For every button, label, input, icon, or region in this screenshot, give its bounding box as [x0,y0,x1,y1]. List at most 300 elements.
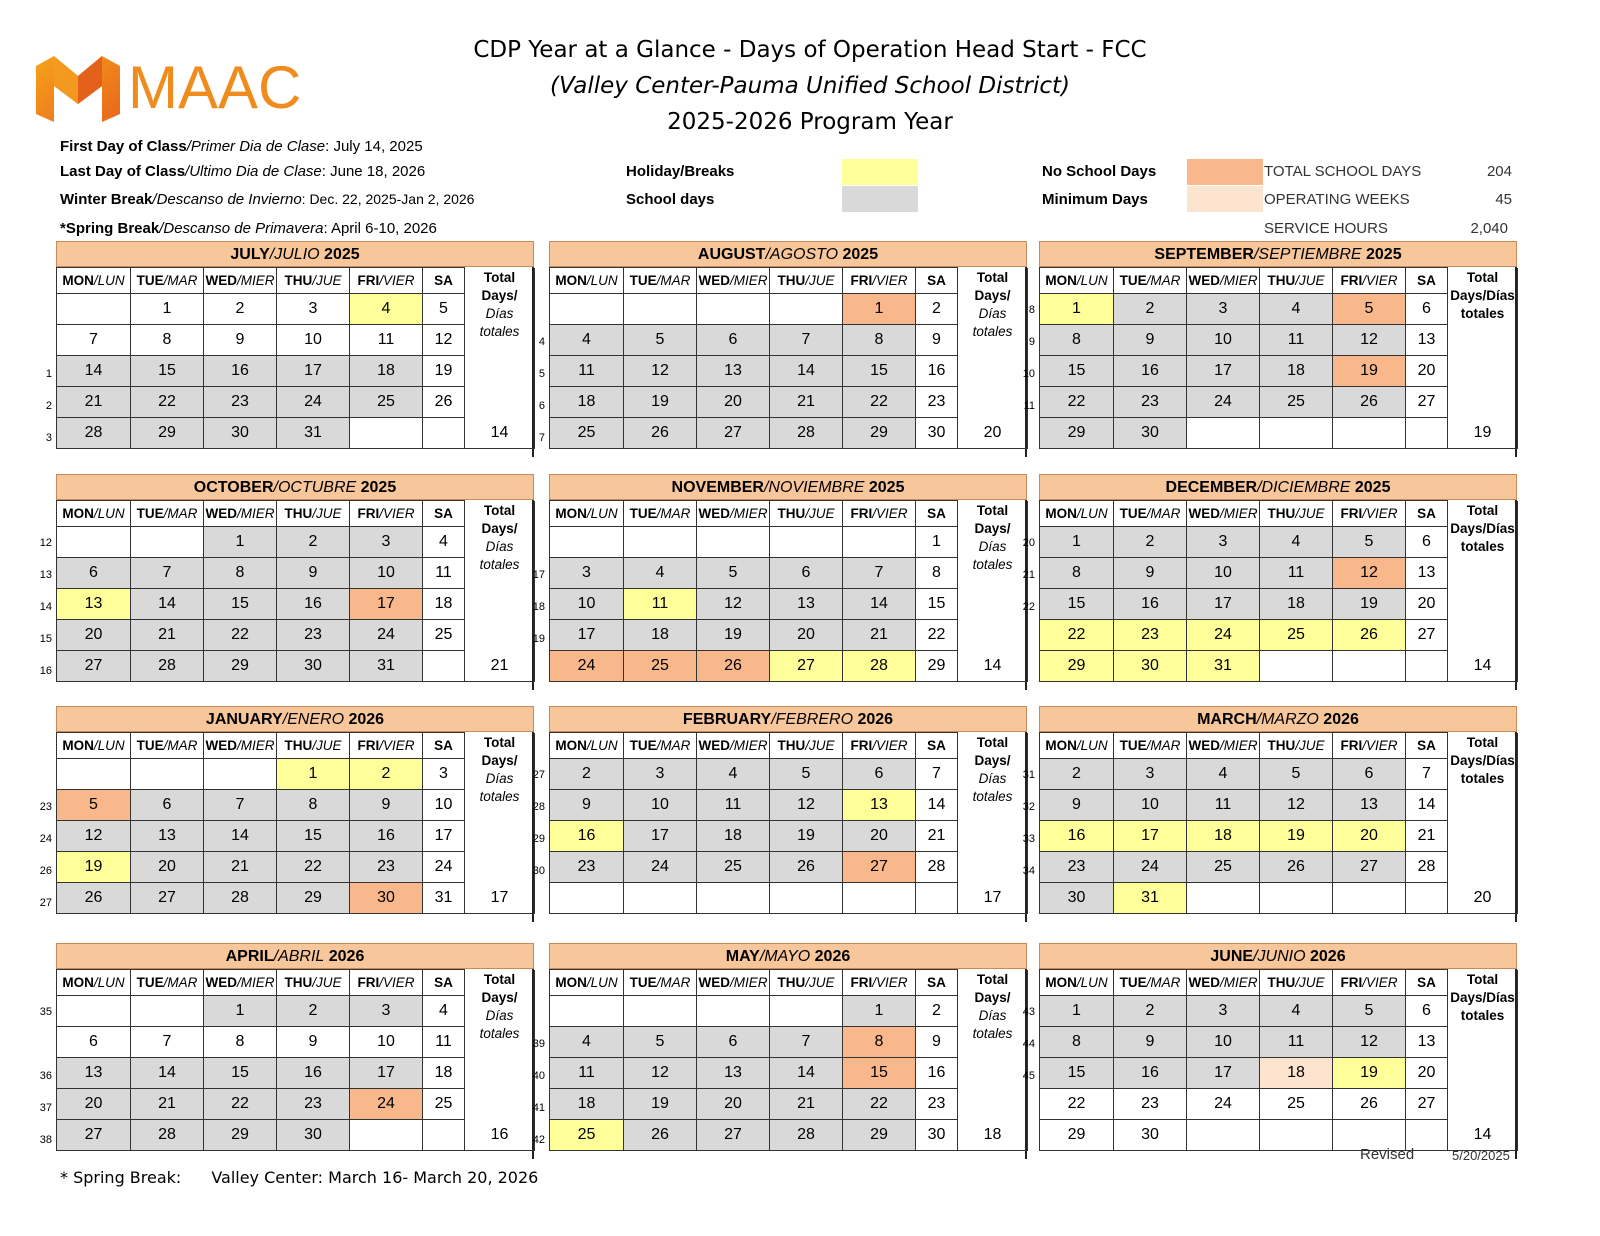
spring-break-info: *Spring Break/Descanso de Primavera: April 6-10, 2026 [60,220,437,237]
week-row [1040,294,1518,325]
day-cell: 25 [1187,852,1260,883]
day-cell: 17 [624,821,697,852]
week-number: 15 [39,633,52,645]
week-row [1040,356,1518,387]
day-cell: 8 [277,790,350,821]
week-number: 43 [1022,1006,1035,1018]
week-number: 26 [39,865,52,877]
day-cell: 18 [350,356,423,387]
day-cell: 30 [277,651,350,682]
logo-text: MAAC [128,54,302,121]
day-cell: 6 [57,1027,131,1058]
day-cell [1187,1120,1260,1151]
day-cell: 3 [277,294,350,325]
day-cell: 24 [350,620,423,651]
day-header: FRI/VIER [843,733,916,759]
day-header: THU/JUE [1260,733,1333,759]
day-cell: 23 [204,387,277,418]
day-cell: 30 [1114,651,1187,682]
day-header: TUE/MAR [624,970,697,996]
day-cell [423,651,465,682]
day-cell: 12 [770,790,843,821]
month-table [56,500,535,682]
month-title: SEPTEMBER/SEPTIEMBRE 2025 [1039,241,1517,267]
total-days-label: Total Days/ Días totales [465,501,535,651]
day-header: SA [423,970,465,996]
month-may [549,943,1027,1159]
day-cell: 15 [1040,356,1114,387]
day-cell [131,759,204,790]
month-table [549,969,1028,1151]
month-total-days: 14 [465,418,535,449]
week-row [57,387,535,418]
day-cell: 12 [57,821,131,852]
day-cell: 6 [1406,996,1448,1027]
day-cell: 17 [1187,356,1260,387]
total-school-days-value: 204 [1486,163,1512,180]
day-cell: 16 [1114,1058,1187,1089]
day-header: WED/MIER [204,501,277,527]
day-header: MON/LUN [550,268,624,294]
day-cell: 20 [1333,821,1406,852]
day-cell: 26 [770,852,843,883]
week-row [550,527,1028,558]
week-number: 30 [532,865,545,877]
day-cell: 26 [57,883,131,914]
month-total-days: 17 [958,883,1028,914]
week-number: 18 [532,601,545,613]
week-number: 33 [1022,833,1035,845]
day-cell: 17 [350,589,423,620]
day-header: SA [423,501,465,527]
day-cell: 23 [916,1089,958,1120]
day-cell: 3 [1114,759,1187,790]
day-cell: 7 [57,325,131,356]
day-header: THU/JUE [770,733,843,759]
day-header: WED/MIER [697,268,770,294]
day-cell: 8 [1040,1027,1114,1058]
day-header: MON/LUN [550,970,624,996]
day-cell: 3 [1187,527,1260,558]
week-row [1040,1027,1518,1058]
day-cell: 6 [697,325,770,356]
legend-minimum-swatch [1187,186,1263,212]
day-cell: 16 [277,1058,350,1089]
day-cell: 19 [1260,821,1333,852]
week-number: 32 [1022,801,1035,813]
total-days-label: Total Days/ Días totales [465,733,535,883]
day-cell: 8 [131,325,204,356]
week-number: 39 [532,1038,545,1050]
day-header: MON/LUN [1040,733,1114,759]
day-cell [697,294,770,325]
month-october [56,474,534,690]
week-number: 5 [538,368,545,380]
month-total-days: 20 [1448,883,1518,914]
day-cell: 29 [843,1120,916,1151]
day-cell: 21 [204,852,277,883]
day-cell: 26 [624,418,697,449]
day-cell: 3 [350,996,423,1027]
day-cell [1333,418,1406,449]
day-cell [423,1120,465,1151]
day-header: MON/LUN [57,970,131,996]
day-cell: 29 [277,883,350,914]
day-cell: 10 [1187,1027,1260,1058]
day-cell: 26 [1333,1089,1406,1120]
day-header: FRI/VIER [1333,268,1406,294]
day-cell: 18 [550,387,624,418]
day-cell: 10 [350,558,423,589]
week-row [550,558,1028,589]
month-title: FEBRUARY/FEBRERO 2026 [549,706,1027,732]
day-cell: 27 [697,418,770,449]
day-header: THU/JUE [277,268,350,294]
day-cell: 27 [1406,1089,1448,1120]
day-cell: 27 [1406,387,1448,418]
day-header: SA [916,268,958,294]
day-header: THU/JUE [1260,970,1333,996]
week-number: 41 [532,1102,545,1114]
week-row [1040,558,1518,589]
month-title: OCTOBER/OCTUBRE 2025 [56,474,534,500]
day-cell: 6 [770,558,843,589]
day-cell: 24 [1187,620,1260,651]
day-cell [1260,883,1333,914]
day-cell: 20 [843,821,916,852]
week-row [550,1120,1028,1151]
day-cell: 5 [1333,294,1406,325]
day-cell: 17 [423,821,465,852]
day-cell: 11 [423,558,465,589]
day-cell: 31 [350,651,423,682]
day-cell: 13 [1406,558,1448,589]
day-cell: 7 [131,558,204,589]
day-header: THU/JUE [277,501,350,527]
week-row [1040,1058,1518,1089]
day-cell: 1 [1040,527,1114,558]
day-cell: 5 [697,558,770,589]
day-cell: 23 [550,852,624,883]
day-cell: 9 [277,558,350,589]
day-cell: 25 [697,852,770,883]
day-cell: 18 [1260,589,1333,620]
day-cell: 14 [770,356,843,387]
month-title: MAY/MAYO 2026 [549,943,1027,969]
day-cell [697,883,770,914]
day-cell: 14 [131,1058,204,1089]
week-number: 19 [532,633,545,645]
day-cell: 20 [1406,1058,1448,1089]
day-cell: 13 [57,589,131,620]
day-cell: 27 [770,651,843,682]
day-cell: 1 [843,996,916,1027]
day-header: WED/MIER [697,501,770,527]
day-cell: 2 [916,996,958,1027]
day-cell: 19 [697,620,770,651]
day-cell [624,883,697,914]
day-header: WED/MIER [204,970,277,996]
day-header: MON/LUN [57,268,131,294]
day-cell: 24 [1114,852,1187,883]
day-header: FRI/VIER [843,501,916,527]
week-row [550,356,1028,387]
day-cell: 25 [624,651,697,682]
day-cell: 22 [843,387,916,418]
day-cell: 11 [624,589,697,620]
day-cell: 8 [204,1027,277,1058]
operating-weeks-value: 45 [1495,191,1512,208]
month-total-days: 14 [1448,1120,1518,1151]
day-cell: 23 [1114,620,1187,651]
day-cell: 1 [1040,996,1114,1027]
day-cell: 25 [1260,387,1333,418]
month-title: JANUARY/ENERO 2026 [56,706,534,732]
week-row [1040,589,1518,620]
day-cell: 16 [916,356,958,387]
day-cell [1260,418,1333,449]
day-cell: 16 [916,1058,958,1089]
day-cell: 25 [550,1120,624,1151]
total-days-label: Total Days/ Días totales [958,970,1028,1120]
day-cell [131,527,204,558]
day-cell: 2 [1040,759,1114,790]
day-cell [624,996,697,1027]
day-header: FRI/VIER [1333,733,1406,759]
revised-label: Revised [1360,1146,1415,1163]
day-cell [204,759,277,790]
day-cell [550,294,624,325]
week-row [550,1027,1028,1058]
day-header: MON/LUN [550,501,624,527]
day-cell: 23 [277,1089,350,1120]
day-cell: 19 [624,387,697,418]
day-cell [1187,418,1260,449]
day-cell: 6 [1333,759,1406,790]
week-number: 12 [39,537,52,549]
day-cell [770,883,843,914]
week-number: 35 [39,1006,52,1018]
week-row [1040,1089,1518,1120]
day-cell: 7 [916,759,958,790]
month-total-days: 21 [465,651,535,682]
day-cell: 5 [624,1027,697,1058]
day-cell: 8 [916,558,958,589]
day-cell: 27 [843,852,916,883]
day-cell: 17 [277,356,350,387]
day-cell [770,996,843,1027]
day-cell: 26 [1333,387,1406,418]
week-row [550,387,1028,418]
month-table [56,267,535,449]
day-cell [1333,883,1406,914]
week-row [57,1089,535,1120]
day-cell: 10 [624,790,697,821]
day-header: FRI/VIER [350,501,423,527]
day-cell: 3 [1187,294,1260,325]
day-cell: 11 [423,1027,465,1058]
day-cell: 10 [550,589,624,620]
day-cell: 5 [770,759,843,790]
day-cell: 15 [843,1058,916,1089]
week-number: 31 [1022,769,1035,781]
day-cell [1187,883,1260,914]
week-row [57,1027,535,1058]
total-days-label: Total Days/ Días totales [958,268,1028,418]
day-cell: 2 [277,996,350,1027]
day-cell: 19 [1333,1058,1406,1089]
day-cell: 13 [697,356,770,387]
week-number: 42 [532,1134,545,1146]
day-cell: 24 [624,852,697,883]
month-january [56,706,534,922]
day-cell: 9 [916,1027,958,1058]
month-february [549,706,1027,922]
week-row [1040,387,1518,418]
day-cell: 4 [1187,759,1260,790]
day-cell: 20 [697,1089,770,1120]
day-cell: 27 [1333,852,1406,883]
title-block [410,32,1210,140]
week-number: 8 [1028,304,1035,316]
day-cell: 23 [1114,387,1187,418]
total-school-days-label: TOTAL SCHOOL DAYS [1264,163,1422,180]
day-cell: 28 [204,883,277,914]
day-cell: 19 [423,356,465,387]
day-cell: 15 [131,356,204,387]
week-row [57,356,535,387]
day-cell [770,527,843,558]
day-cell: 9 [277,1027,350,1058]
day-cell: 8 [843,325,916,356]
week-number: 44 [1022,1038,1035,1050]
day-cell: 26 [1333,620,1406,651]
day-cell: 22 [916,620,958,651]
legend-holiday-swatch [842,159,918,185]
day-header: TUE/MAR [1114,501,1187,527]
day-cell: 12 [1333,325,1406,356]
total-days-label: Total Days/Días totales [1448,501,1518,651]
day-cell [57,996,131,1027]
legend-minimum-label: Minimum Days [1042,191,1148,208]
day-cell: 13 [843,790,916,821]
day-header: WED/MIER [697,970,770,996]
day-cell: 10 [1187,325,1260,356]
week-number: 45 [1022,1070,1035,1082]
day-header: FRI/VIER [843,970,916,996]
total-days-label: Total Days/Días totales [1448,970,1518,1120]
day-cell: 23 [277,620,350,651]
day-cell: 28 [57,418,131,449]
day-cell: 4 [550,325,624,356]
page-title: CDP Year at a Glance - Days of Operation Head Start - FCC [473,37,1147,63]
day-cell: 4 [624,558,697,589]
week-row [550,852,1028,883]
week-number: 13 [39,569,52,581]
total-days-label: Total Days/ Días totales [958,501,1028,651]
week-row [57,821,535,852]
day-cell [57,527,131,558]
month-title: AUGUST/AGOSTO 2025 [549,241,1027,267]
week-row [550,1089,1028,1120]
total-days-label: Total Days/Días totales [1448,268,1518,418]
day-header: SA [916,501,958,527]
day-cell: 20 [57,620,131,651]
week-number: 24 [39,833,52,845]
day-cell: 3 [1187,996,1260,1027]
day-cell: 7 [1406,759,1448,790]
day-header: THU/JUE [1260,268,1333,294]
day-cell: 27 [57,1120,131,1151]
day-cell: 15 [277,821,350,852]
day-cell: 6 [697,1027,770,1058]
week-row [550,821,1028,852]
day-cell: 18 [1187,821,1260,852]
day-header: TUE/MAR [1114,970,1187,996]
day-cell: 6 [1406,294,1448,325]
day-cell: 7 [770,325,843,356]
maac-logo [36,46,326,124]
day-cell: 24 [277,387,350,418]
day-cell: 1 [277,759,350,790]
week-row [550,589,1028,620]
day-cell: 4 [1260,294,1333,325]
month-april [56,943,534,1159]
day-cell: 18 [1260,356,1333,387]
day-header: THU/JUE [277,970,350,996]
day-cell: 14 [57,356,131,387]
day-cell: 10 [277,325,350,356]
day-cell: 19 [1333,356,1406,387]
day-cell: 9 [1114,558,1187,589]
month-table [1039,500,1518,682]
day-header: THU/JUE [1260,501,1333,527]
day-header: TUE/MAR [624,733,697,759]
day-cell: 31 [1187,651,1260,682]
day-cell: 18 [697,821,770,852]
day-cell: 26 [697,651,770,682]
month-november [549,474,1027,690]
day-cell: 14 [916,790,958,821]
day-cell: 23 [1040,852,1114,883]
week-number: 28 [532,801,545,813]
day-cell: 2 [204,294,277,325]
day-header: THU/JUE [770,268,843,294]
month-march [1039,706,1517,922]
day-cell: 2 [1114,996,1187,1027]
day-cell: 26 [423,387,465,418]
day-cell: 12 [1260,790,1333,821]
day-cell: 7 [204,790,277,821]
day-cell: 16 [277,589,350,620]
day-cell: 21 [916,821,958,852]
day-cell: 17 [1187,1058,1260,1089]
day-cell: 30 [916,418,958,449]
day-header: WED/MIER [204,268,277,294]
day-cell: 20 [57,1089,131,1120]
day-cell: 26 [1260,852,1333,883]
week-row [57,1058,535,1089]
week-row [1040,651,1518,682]
day-cell: 24 [1187,387,1260,418]
total-days-label: Total Days/ Días totales [465,268,535,418]
day-cell [1406,418,1448,449]
day-cell: 25 [423,1089,465,1120]
day-cell: 19 [57,852,131,883]
day-header: MON/LUN [1040,501,1114,527]
day-cell: 20 [1406,356,1448,387]
day-cell: 12 [1333,558,1406,589]
